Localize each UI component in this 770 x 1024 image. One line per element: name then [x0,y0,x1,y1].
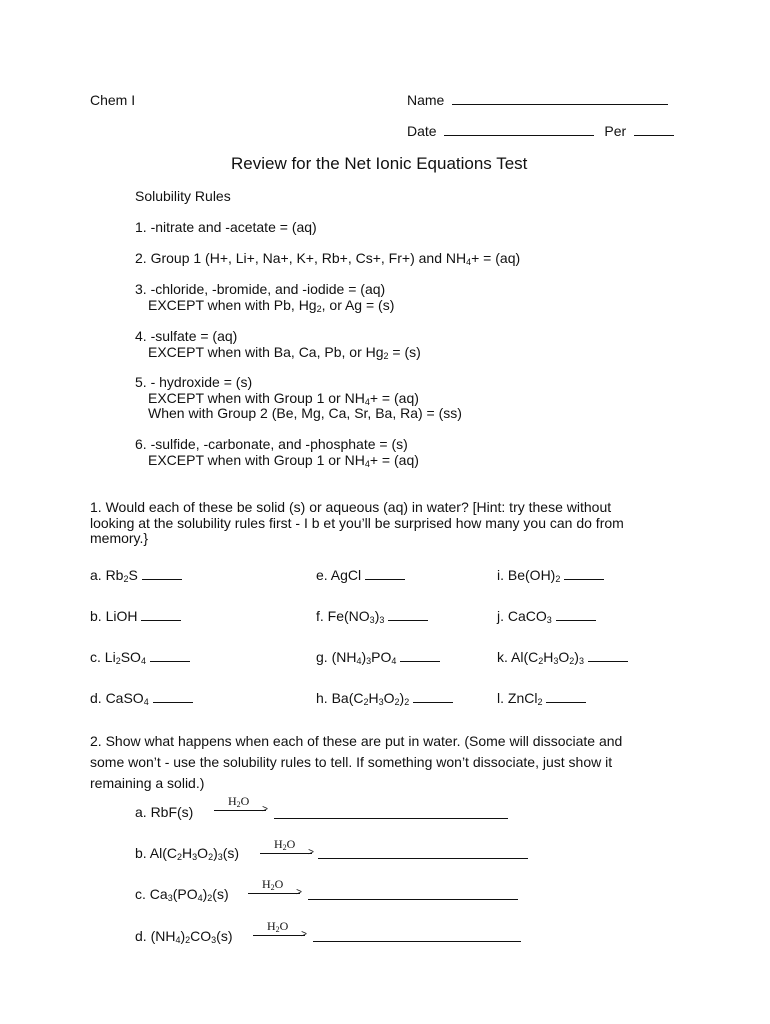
arrow-shaft [260,853,312,854]
water-arrow [260,837,316,861]
answer-blank[interactable] [556,608,596,621]
water-arrow [248,877,304,901]
q1-item-j[interactable]: j. CaCO$_3$ [497,608,596,624]
q1-item-d[interactable]: d. CaSO$_4$ [90,690,193,706]
answer-blank[interactable] [142,567,182,580]
answer-line[interactable] [313,941,521,942]
date-label: Date [407,123,437,139]
q1-item-f[interactable]: f. $Fe(NO_3)_3$ [316,608,428,624]
q2-item-b: b. $Al(C_2H_3O_2)_3(s)$ [135,845,240,862]
rule-3-except: EXCEPT when with Pb, $Hg_2$, or Ag = (s) [148,297,395,314]
rule-6-except: EXCEPT when with Group 1 or $NH_4+ = (aq)$ [148,452,419,469]
q1-item-c[interactable]: c. $Li_2SO_4$ [90,649,190,665]
rule-5-group2: When with Group 2 (Be, Mg, Ca, Sr, Ba, Ra) = (ss) [148,405,462,421]
answer-blank[interactable] [141,608,181,621]
rule-5: 5. - hydroxide = (s) [135,374,253,390]
q1-line-2: looking at the solubility rules first - I b et you’ll be surprised how many you can do from [90,515,624,531]
q1-item-i[interactable]: i. $Be(OH)_2$ [497,567,604,583]
answer-blank[interactable] [564,567,604,580]
answer-line[interactable] [274,818,508,819]
answer-blank[interactable] [388,608,428,621]
course-label: Chem I [90,92,136,108]
arrow-shaft [248,893,300,894]
h2o-label: $H_2O$ [267,919,289,934]
q1-line-1: 1. Would each of these be solid (s) or aqueous (aq) in water? [Hint: try these without [90,499,612,515]
per-label: Per [604,123,627,139]
rule-4: 4. -sulfate = (aq) [135,328,238,344]
h2o-label: $H_2O$ [274,837,296,852]
answer-blank[interactable] [413,690,453,703]
water-arrow [214,794,270,818]
answer-blank[interactable] [365,567,405,580]
answer-blank[interactable] [400,649,440,662]
q1-item-k[interactable]: k. $Al(C_2H_3O_2)_3$ [497,649,628,665]
h2o-label: $H_2O$ [228,794,250,809]
per-blank[interactable] [634,123,674,136]
date-per-field[interactable] [407,123,674,139]
answer-line[interactable] [318,858,528,859]
rule-3: 3. -chloride, -bromide, and -iodide = (aq) [135,281,386,297]
q2-line-1: 2. Show what happens when each of these are put in water. (Some will dissociate and [90,733,623,749]
water-arrow [253,919,309,943]
q2-item-d: d. $(NH_4)_2CO_3(s)$ [135,928,233,945]
name-blank[interactable] [452,92,668,105]
rule-2: 2. Group 1 (H+, Li+, Na+, K+, Rb+, Cs+, Fr+) and $NH_4+ = (aq)$ [135,250,521,267]
rule-6: 6. -sulfide, -carbonate, and -phosphate = (s) [135,436,408,452]
answer-blank[interactable] [546,690,586,703]
q1-item-l[interactable]: l. ZnCl$_2$ [497,690,586,706]
q1-item-g[interactable]: g. $(NH_4)_3PO_4$ [316,649,440,665]
answer-line[interactable] [308,899,518,900]
arrow-head-icon: > [308,847,314,858]
rule-4-except: EXCEPT when with Ba, Ca, Pb, or $Hg_2 = (s)$ [148,344,421,361]
q2-line-2: some won’t - use the solubility rules to tell. If something won’t dissociate, just show it [90,754,613,770]
h2o-label: $H_2O$ [262,877,284,892]
arrow-head-icon: > [262,804,268,815]
q1-item-b[interactable]: b. LiOH [90,608,181,624]
rule-1: 1. -nitrate and -acetate = (aq) [135,219,317,235]
name-label: Name [407,92,445,108]
arrow-shaft [214,810,266,811]
q2-item-a: a. RbF(s) [135,804,194,820]
name-field[interactable] [407,92,668,108]
q1-line-3: memory.} [90,530,149,546]
answer-blank[interactable] [588,649,628,662]
q1-item-a[interactable]: a. $Rb_2S$ [90,567,182,583]
page-title: Review for the Net Ionic Equations Test [231,154,528,173]
arrow-head-icon: > [301,929,307,940]
q2-item-c: c. $Ca_3(PO_4)_2(s)$ [135,886,229,903]
rule-5-except: EXCEPT when with Group 1 or $NH_4+ = (aq)$ [148,390,419,407]
date-blank[interactable] [444,123,594,136]
answer-blank[interactable] [153,690,193,703]
answer-blank[interactable] [150,649,190,662]
rules-heading: Solubility Rules [135,188,231,204]
q2-line-3: remaining a solid.) [90,775,205,791]
q1-item-e[interactable]: e. AgCl [316,567,405,583]
arrow-shaft [253,935,305,936]
q1-item-h[interactable]: h. $Ba(C_2H_3O_2)_2$ [316,690,453,706]
arrow-head-icon: > [296,887,302,898]
